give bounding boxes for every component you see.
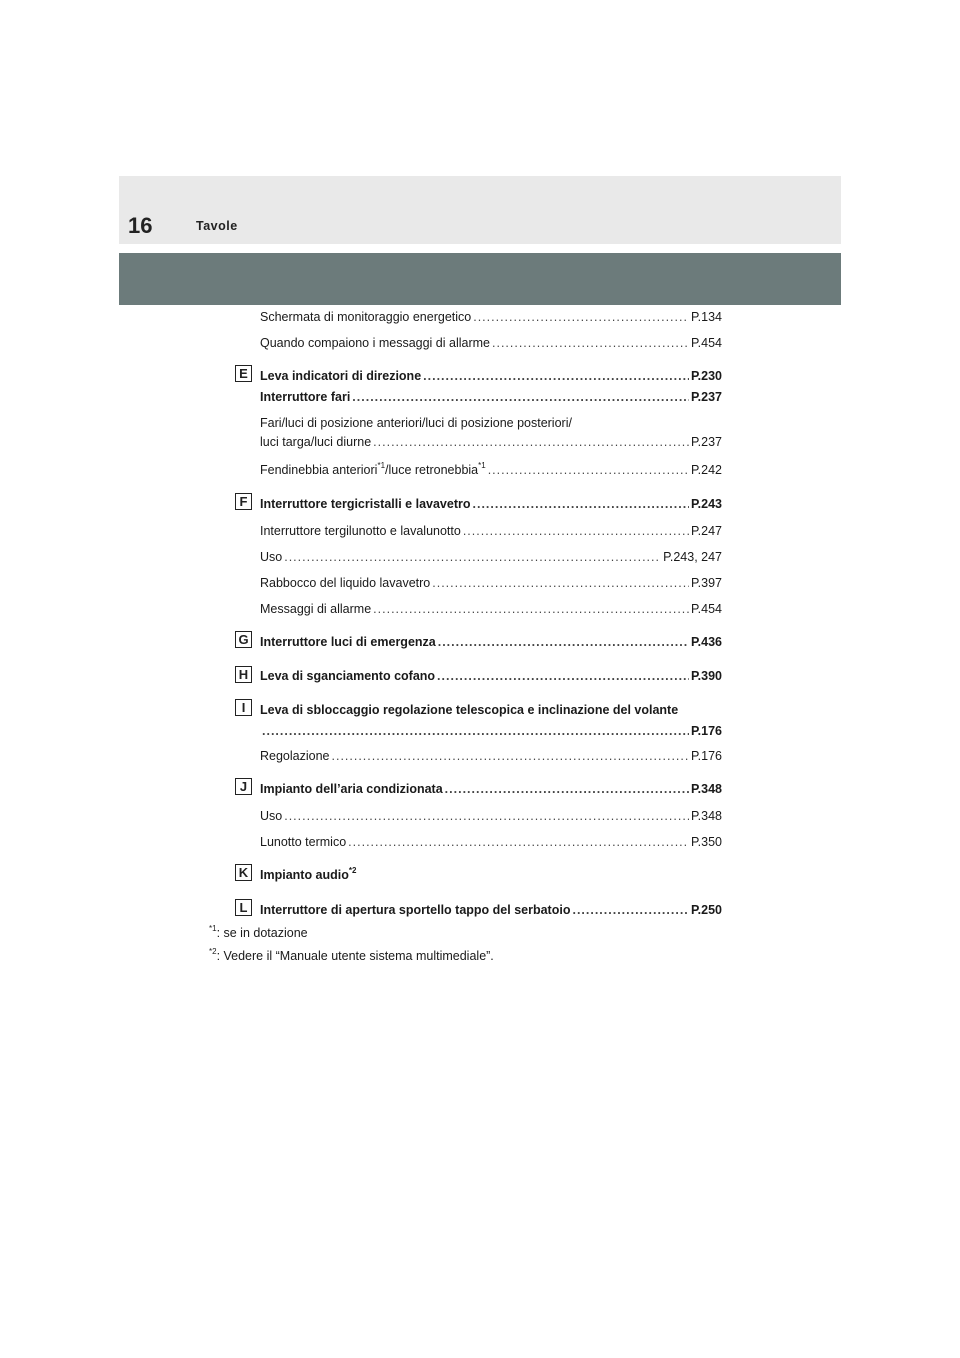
page-ref[interactable]: P.397 — [690, 576, 722, 590]
title-band — [119, 253, 841, 305]
section-badge-g: G — [235, 631, 252, 648]
toc-entry-uso-clima[interactable]: Uso ..... P.348 — [260, 808, 722, 824]
page-ref[interactable]: P.390 — [690, 669, 722, 683]
page-ref[interactable]: P.176 — [690, 724, 722, 738]
section-badge-h: H — [235, 666, 252, 683]
toc-entry-impianto-audio[interactable]: Impianto audio$^{*2}$ — [260, 865, 357, 882]
section-badge-l: L — [235, 899, 252, 916]
page-number: 16 — [128, 213, 153, 238]
page-ref[interactable]: P.436 — [690, 635, 722, 649]
toc-entry-luci-emergenza[interactable]: Interruttore luci di emergenza ..... P.436 — [260, 634, 722, 650]
toc-entry-lunotto-termico[interactable]: Lunotto termico ..... P.350 — [260, 834, 722, 850]
page-ref[interactable]: P.243 — [690, 497, 722, 511]
page-ref[interactable]: P.247 — [690, 524, 722, 538]
footnote-2: $^{*2}$: Vedere il “Manuale utente sistema multimediale”. — [209, 946, 494, 963]
toc-entry-volante[interactable] — [260, 723, 722, 739]
toc-entry-fari-line1: Fari/luci di posizione anteriori/luci di posizione posteriori/ — [260, 416, 572, 430]
page-ref[interactable]: P.237 — [690, 435, 722, 449]
section-badge-k: K — [235, 864, 252, 881]
page-ref[interactable]: P.348 — [690, 782, 722, 796]
page-ref[interactable]: P.348 — [690, 809, 722, 823]
page-ref[interactable]: P.230 — [690, 369, 722, 383]
footnote-1: $^{*1}$: se in dotazione — [209, 923, 308, 940]
section-badge-e: E — [235, 365, 252, 382]
toc-entry-messaggi-allarme[interactable]: Quando compaiono i messaggi di allarme ..... P.454 — [260, 335, 722, 351]
toc-entry-rabbocco[interactable]: Rabbocco del liquido lavavetro ..... P.397 — [260, 575, 722, 591]
toc-entry-messaggi[interactable]: Messaggi di allarme ..... P.454 — [260, 601, 722, 617]
section-badge-f: F — [235, 493, 252, 510]
section-badge-i: I — [235, 699, 252, 716]
toc-entry-fendinebbia[interactable]: Fendinebbia anteriori$^{*1}$/luce retronebbia$^{*1}$ ..... P.242 — [260, 462, 722, 478]
toc-entry-tergicristalli[interactable]: Interruttore tergicristalli e lavavetro ..... P.243 — [260, 496, 722, 512]
toc-entry-tergilunotto[interactable]: Interruttore tergilunotto e lavalunotto ..... P.247 — [260, 523, 722, 539]
toc-entry-aria-condizionata[interactable]: Impianto dell’aria condizionata ..... P.348 — [260, 781, 722, 797]
toc-entry-interruttore-fari[interactable]: Interruttore fari ..... P.237 — [260, 389, 722, 405]
toc-entry-regolazione[interactable]: Regolazione ..... P.176 — [260, 748, 722, 764]
header-band — [119, 176, 841, 244]
page-ref[interactable]: P.134 — [690, 310, 722, 324]
page-ref[interactable]: P.454 — [690, 602, 722, 616]
section-title: Tavole — [196, 219, 238, 233]
toc-entry-luci-targa[interactable]: luci targa/luci diurne ..... P.237 — [260, 434, 722, 450]
toc-entry-sportello-serbatoio[interactable]: Interruttore di apertura sportello tappo del serbatoio ..... P.250 — [260, 902, 722, 918]
toc-entry-cofano[interactable]: Leva di sganciamento cofano ..... P.390 — [260, 668, 722, 684]
page-ref[interactable]: P.237 — [690, 390, 722, 404]
toc-entry-monitoraggio[interactable]: Schermata di monitoraggio energetico ..... P.134 — [260, 309, 722, 325]
page-ref[interactable]: P.176 — [690, 749, 722, 763]
page-ref[interactable]: P.250 — [690, 903, 722, 917]
toc-entry-uso[interactable]: Uso ..... P.243, 247 — [260, 549, 722, 565]
page-ref[interactable]: P.242 — [690, 463, 722, 477]
page-ref[interactable]: P.350 — [690, 835, 722, 849]
toc-entry-volante-line1: Leva di sbloccaggio regolazione telescopica e inclinazione del volante — [260, 703, 679, 717]
toc-entry-indicatori-direzione[interactable]: Leva indicatori di direzione ..... P.230 — [260, 368, 722, 384]
page-ref[interactable]: P.243, 247 — [663, 550, 722, 564]
section-badge-j: J — [235, 778, 252, 795]
page-ref[interactable]: P.454 — [690, 336, 722, 350]
